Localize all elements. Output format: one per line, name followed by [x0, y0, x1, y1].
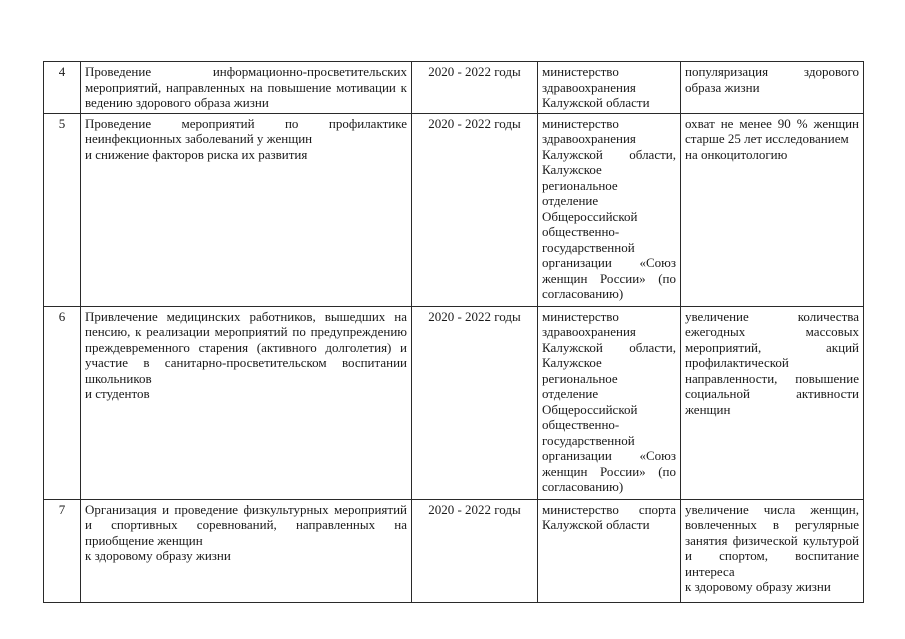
action-cell	[81, 306, 412, 499]
row-number-cell	[44, 499, 81, 602]
row-number: 6	[58, 308, 66, 324]
row-number-cell	[44, 306, 81, 499]
executor-cell	[538, 499, 681, 602]
executor-text: министерство здравоохранения Калужской области, Калужское региональное отделение Общероссийской общественно-государственной организации «Союз женщин России» (по согласованию)	[542, 115, 676, 301]
term-cell	[412, 113, 538, 306]
term-text: 2020 - 2022 годы	[428, 308, 521, 324]
executor-text: министерство здравоохранения Калужской области, Калужское региональное отделение Общероссийской общественно-государственной организации «Союз женщин России» (по согласованию)	[542, 308, 676, 494]
result-text: охват не менее 90 % женщин старше 25 лет исследованием на онкоцитологию	[685, 115, 859, 162]
row-number: 5	[58, 115, 66, 131]
table-row	[44, 62, 864, 114]
result-cell	[681, 62, 864, 114]
action-cell	[81, 499, 412, 602]
term-text: 2020 - 2022 годы	[428, 115, 521, 131]
executor-text: министерство здравоохранения Калужской области	[542, 64, 650, 110]
result-cell	[681, 306, 864, 499]
executor-cell	[538, 62, 681, 114]
table-row	[44, 499, 864, 602]
action-text: Организация и проведение физкультурных мероприятий и спортивных соревнований, направленных на приобщение женщин к здоровому образу жизни	[85, 501, 407, 563]
action-text: Привлечение медицинских работников, вышедших на пенсию, к реализации мероприятий по предупреждению преждевременного старения (активного долголетия) и участие в санитарно-просветительском воспитании школьников и студентов	[85, 308, 407, 401]
result-text: увеличение числа женщин, вовлеченных в регулярные занятия физической культурой и спортом, воспитание интереса к здоровому образу жизни	[685, 501, 859, 594]
action-text: Проведение мероприятий по профилактике неинфекционных заболеваний у женщин и снижение факторов риска их развития	[85, 115, 407, 162]
row-number: 7	[58, 501, 66, 517]
executor-cell	[538, 113, 681, 306]
action-cell	[81, 113, 412, 306]
result-text: увеличение количества ежегодных массовых мероприятий, акций профилактической направленности, повышение социальной активности женщин	[685, 308, 859, 417]
result-cell	[681, 499, 864, 602]
term-text: 2020 - 2022 годы	[428, 501, 521, 517]
row-number-cell	[44, 62, 81, 114]
term-cell	[412, 499, 538, 602]
table-row	[44, 113, 864, 306]
row-number-cell	[44, 113, 81, 306]
table-row	[44, 306, 864, 499]
row-number: 4	[58, 64, 66, 79]
result-cell	[681, 113, 864, 306]
action-cell	[81, 62, 412, 114]
term-cell	[412, 62, 538, 114]
measures-table	[43, 61, 864, 603]
executor-cell	[538, 306, 681, 499]
action-text: Проведение информационно-просветительских мероприятий, направленных на повышение мотивации к ведению здорового образа жизни	[85, 64, 407, 110]
term-text: 2020 - 2022 годы	[428, 64, 521, 79]
executor-text: министерство спорта Калужской области	[542, 501, 676, 532]
result-text: популяризация здорового образа жизни	[685, 64, 859, 95]
term-cell	[412, 306, 538, 499]
